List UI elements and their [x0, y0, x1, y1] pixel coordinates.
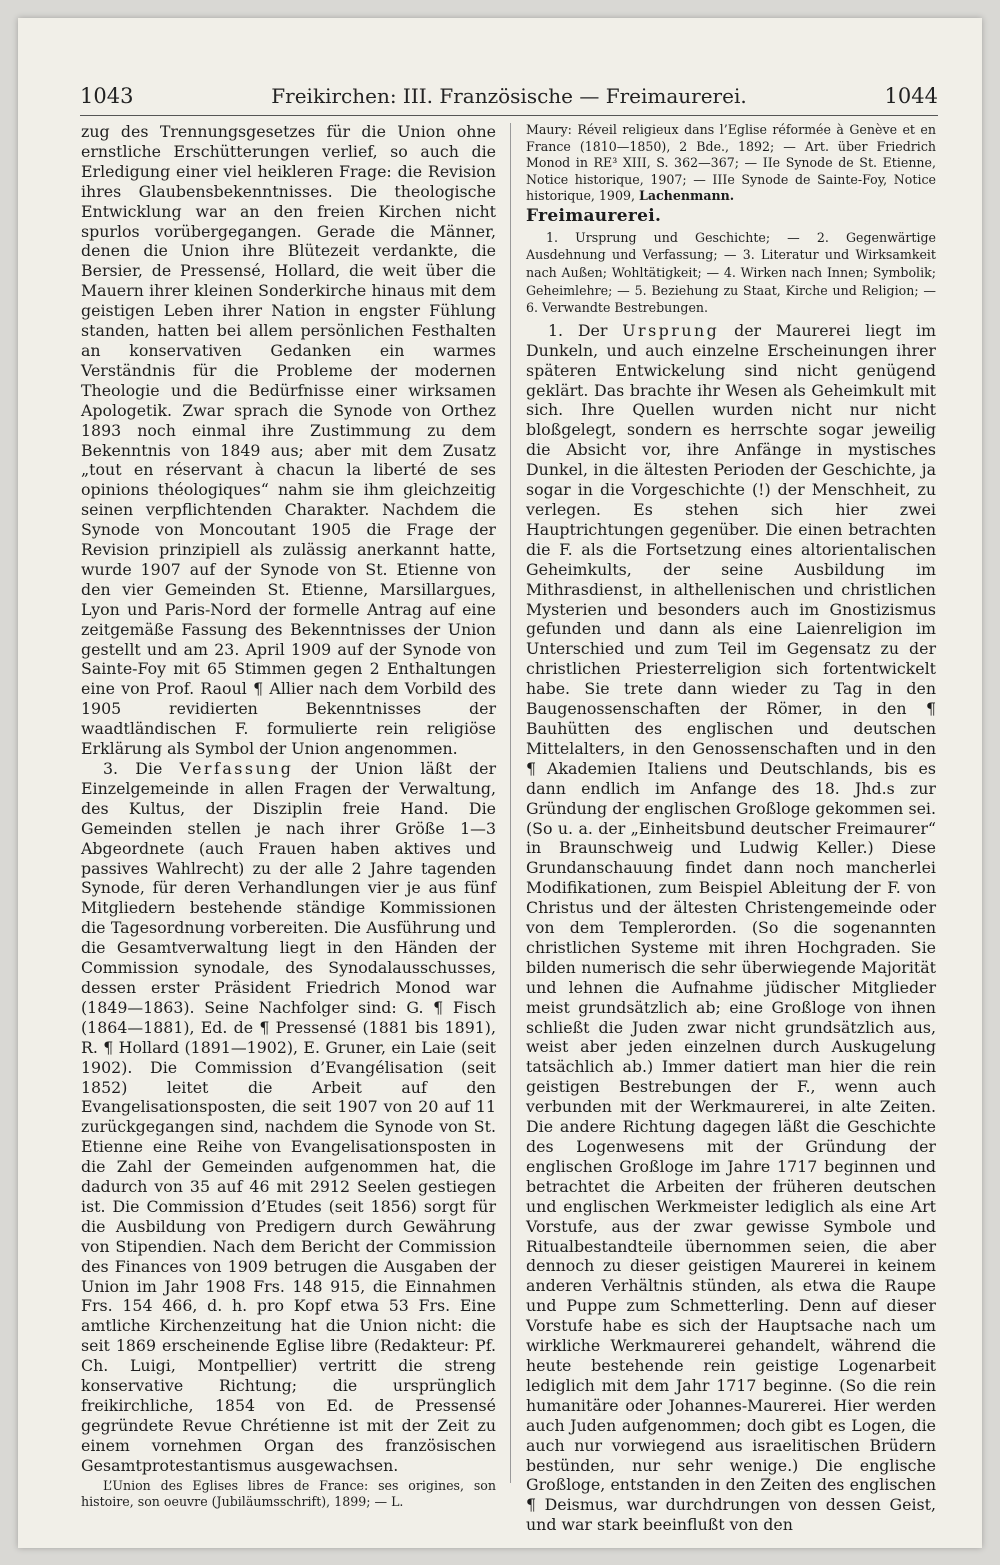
- page-header: [80, 80, 938, 116]
- bibliography-text: Maury: Réveil religieux dans l’Eglise réformée à Genève et en France (1810—1850), 2 Bde., 1892; — Art. über Friedrich Monod in RE³ XIII, S. 362—367; — IIe Synode de St. Etienne, Notice historique, 1907; — IIIe Synode de Sainte-Foy, Notice historique, 1909,: [526, 122, 936, 204]
- section-keyword: Verfassung: [179, 759, 294, 778]
- scanned-page: [18, 18, 982, 1548]
- right-column: [526, 122, 936, 1535]
- paragraph-verfassung: [81, 759, 496, 1476]
- column-divider: [510, 123, 511, 1483]
- paragraph-revision: zug des Trennungsgesetzes für die Union ohne ernstliche Erschütterungen verlief, so auch die Erledigung einer viel heikleren Frage: die Revision ihres Glaubensbekenntnisses. Die theologische Entwicklung war an den freien Kirchen nicht spurlos vorübergegangen. Gerade die Männer, denen die Union ihre Blütezeit verdankte, die Bersier, de Pressensé, Hollard, die weit über die Mauern ihrer kleinen Sonderkirche hinaus mit dem geistigen Leben ihrer Nation in engster Fühlung standen, hatten bei allem persönlichen Festhalten an konservativen Gedanken ein warmes Verständnis für die Probleme der modernen Theologie und die Bedürfnisse einer wirksamen Apologetik. Zwar sprach die Synode von Orthez 1893 noch einmal ihre Zustimmung zu dem Bekenntnis von 1849 aus; aber mit dem Zusatz „tout en réservant à chacun la liberté de ses opinions théologiques“ nahm sie ihm gleichzeitig seinen verpflichtenden Charakter. Nachdem die Synode von Moncoutant 1905 die Frage der Revision prinzipiell als zulässig anerkannt hatte, wurde 1907 auf der Synode von St. Etienne von den vier Gemeinden St. Etienne, Marsillargues, Lyon und Paris-Nord der formelle Antrag auf eine zeitgemäße Fassung des Bekenntnisses der Union gestellt und am 23. April 1909 auf der Synode von Sainte-Foy mit 65 Stimmen gegen 2 Enthaltungen eine von Prof. Raoul ¶ Allier nach dem Vorbild des 1905 revidierten Bekenntnisses der waadtländischen F. formulierte rein religiöse Erklärung als Symbol der Union angenommen.: [81, 122, 496, 759]
- article-heading: Freimaurerei.: [526, 205, 662, 226]
- bibliography-continued: [526, 122, 936, 205]
- article-contents: 1. Ursprung und Geschichte; — 2. Gegenwärtige Ausdehnung und Verfassung; — 3. Literatur und Wirksamkeit nach Außen; Wohltätigkeit; — 4. Wirken nach Innen; Symbolik; Geheimlehre; — 5. Beziehung zu Staat, Kirche und Religion; — 6. Verwandte Bestrebungen.: [526, 229, 936, 316]
- author-signature: Lachenmann.: [639, 188, 735, 204]
- page-number-right: 1044: [884, 84, 938, 108]
- page-number-left: 1043: [80, 84, 134, 108]
- paragraph-ursprung: [526, 321, 936, 1535]
- paragraph-text: der Maurerei liegt im Dunkeln, und auch einzelne Erscheinungen ihrer späteren Entwickelung sind nicht genügend geklärt. Das brachte ihr Wesen als Geheimkult mit sich. Ihre Quellen wurden nicht nur nicht bloßgelegt, sondern es herrschte sogar jeweilig die Absicht vor, ihre Anfänge in mystisches Dunkel, in die ältesten Perioden der Geschichte, ja sogar in die Vorgeschichte (!) der Menschheit, zu verlegen. Es stehen sich hier zwei Hauptrichtungen gegenüber. Die einen betrachten die F. als die Fortsetzung eines altorientalischen Geheimkults, der seine Ausbildung im Mithrasdienst, in althellenischen und christlichen Mysterien und besonders auch im Gnostizismus gefunden und dann als eine Laienreligion im Unterschied und zum Teil im Gegensatz zu der christlichen Priesterreligion sich fortentwickelt habe. Sie trete dann wieder zu Tag in den Baugenossenschaften der Römer, in den ¶ Bauhütten des englischen und deutschen Mittelalters, in den Genossenschaften und in den ¶ Akademien Italiens und Deutschlands, bis es dann endlich im Anfange des 18. Jhd.s zur Gründung der englischen Großloge gekommen sei. (So u. a. der „Einheitsbund deutscher Freimaurer“ in Braunschweig und Ludwig Keller.) Diese Grundanschauung findet dann noch mancherlei Modifikationen, zum Beispiel Ableitung der F. von Christus und der ältesten Christengemeinde oder von dem Templerorden. (So die sogenannten christlichen Systeme mit ihren Hochgraden. Sie bilden numerisch die sehr überwiegende Majorität und lehnen die Aufnahme jüdischer Mitglieder meist grundsätzlich ab; eine Großloge von ihnen schließt die Juden zwar nicht grundsätzlich aus, weist aber jeden einzelnen durch Auskugelung tatsächlich ab.) Immer datiert man hier die rein geistigen Bestrebungen der F., wenn auch verbunden mit der Werkmaurerei, in alte Zeiten. Die andere Richtung dagegen läßt die Geschichte des Logenwesens mit der Gründung der englischen Großloge im Jahre 1717 beginnen und betrachtet die Arbeiten der früheren deutschen und englischen Werkmeister lediglich als eine Art Vorstufe, aus der zwar gewisse Symbole und Ritualbestandteile übernommen seien, die aber dennoch zu dieser geistigen Maurerei in keinem anderen Verhältnis stünden, als etwa die Raupe und Puppe zum Schmetterling. Denn auf dieser Vorstufe habe es sich der Hauptsache nach um wirkliche Werkmaurerei gehandelt, während die heute bestehende rein geistige Logenarbeit lediglich mit dem Jahr 1717 beginne. (So die rein humanitäre oder Johannes-Maurerei. Hier werden auch Juden aufgenommen; doch gibt es Logen, die auch nur vorwiegend aus israelitischen Brüdern bestünden, nur sehr wenige.) Die englische Großloge, entstanden in den Zeiten des englischen ¶ Deismus, war durchdrungen von dessen Geist, und war stark beeinflußt von den: [526, 320, 936, 1535]
- section-number: 1. Der: [548, 320, 623, 340]
- bibliography: L’Union des Eglises libres de France: ses origines, son histoire, son oeuvre (Jubiläumsschrift), 1899; — L.: [81, 1477, 496, 1510]
- left-column: [81, 122, 496, 1511]
- header-rule: [80, 115, 938, 116]
- section-number: 3. Die: [103, 759, 180, 778]
- paragraph-text: der Union läßt der Einzelgemeinde in allen Fragen der Verwaltung, des Kultus, der Disziplin freie Hand. Die Gemeinden stellen je nach ihrer Größe 1—3 Abgeordnete (auch Frauen haben aktives und passives Wahlrecht) zu der alle 2 Jahre tagenden Synode, für deren Verhandlungen vier je aus fünf Mitgliedern bestehende ständige Kommissionen die Tagesordnung vorbereiten. Die Ausführung und die Gesamtverwaltung liegt in den Händen der Commission synodale, des Synodalausschusses, dessen erster Präsident Friedrich Monod war (1849—1863). Seine Nachfolger sind: G. ¶ Fisch (1864—1881), Ed. de ¶ Pressensé (1881 bis 1891), R. ¶ Hollard (1891—1902), E. Gruner, ein Laie (seit 1902). Die Commission d’Evangélisation (seit 1852) leitet die Arbeit auf den Evangelisationsposten, die seit 1907 von 20 auf 11 zurückgegangen sind, nachdem die Synode von St. Etienne eine Reihe von Evangelisationsposten in die Zahl der Gemeinden aufgenommen hat, die dadurch von 35 auf 46 mit 2912 Seelen gestiegen ist. Die Commission d’Etudes (seit 1856) sorgt für die Ausbildung von Predigern durch Gewährung von Stipendien. Nach dem Bericht der Commission des Finances von 1909 betrugen die Ausgaben der Union im Jahr 1908 Frs. 148 915, die Einnahmen Frs. 154 466, d. h. pro Kopf etwa 53 Frs. Eine amtliche Kirchenzeitung hat die Union nicht: die seit 1869 erscheinende Eglise libre (Redakteur: Pf. Ch. Luigi, Montpellier) vertritt die streng konservative Richtung; die ursprünglich freikirchliche, 1854 von Ed. de Pressensé gegründete Revue Chrétienne ist mit der Zeit zu einem vornehmen Organ des französischen Gesamtprotestantismus ausgewachsen.: [81, 759, 496, 1475]
- section-keyword: Ursprung: [622, 320, 720, 340]
- running-title: Freikirchen: III. Französische — Freimaurerei.: [271, 84, 747, 108]
